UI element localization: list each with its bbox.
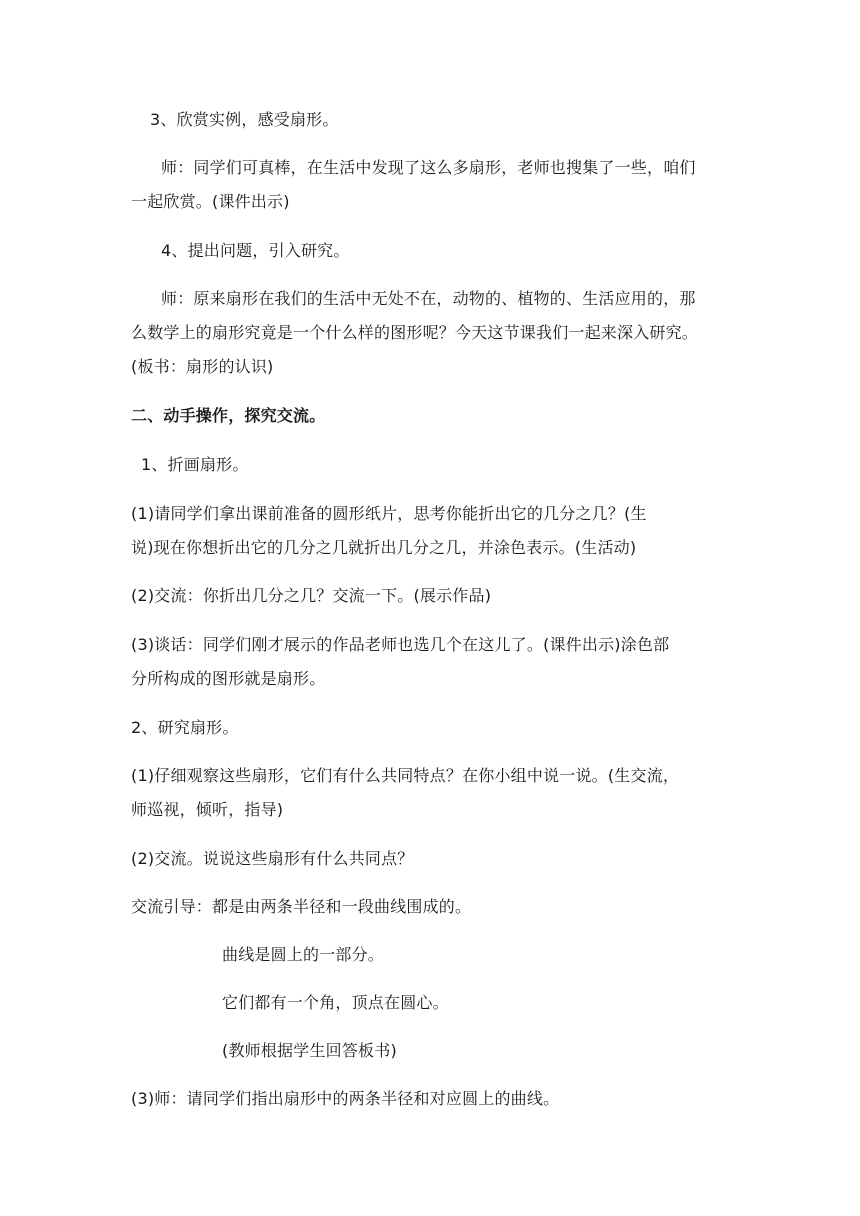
- sub1-title: 1、折画扇形。: [141, 455, 249, 474]
- sub1-item1-line: (1)请同学们拿出课前准备的圆形纸片，思考你能折出它的几分之几？(生: [131, 504, 647, 523]
- section-heading: 二、动手操作，探究交流。: [131, 406, 326, 425]
- step4-paragraph-line: 师：原来扇形在我们的生活中无处不在，动物的、植物的、生活应用的，那: [161, 289, 696, 308]
- step3-paragraph-line: 一起欣赏。(课件出示): [131, 192, 290, 211]
- sub1-item3-line: 分所构成的图形就是扇形。: [131, 669, 326, 688]
- sub2-item3: (3)师：请同学们指出扇形中的两条半径和对应圆上的曲线。: [131, 1089, 560, 1108]
- sub2-item1-line: 师巡视，倾听，指导): [131, 800, 284, 819]
- guide-line: 它们都有一个角，顶点在圆心。: [222, 993, 449, 1012]
- step3-paragraph-line: 师：同学们可真棒，在生活中发现了这么多扇形，老师也搜集了一些，咱们: [161, 158, 696, 177]
- guide-line: 交流引导：都是由两条半径和一段曲线围成的。: [131, 897, 472, 916]
- sub2-title: 2、研究扇形。: [131, 718, 239, 737]
- step4-paragraph-line: (板书：扇形的认识): [131, 357, 274, 376]
- sub1-item3-line: (3)谈话：同学们刚才展示的作品老师也选几个在这儿了。(课件出示)涂色部: [131, 635, 670, 654]
- step4-title: 4、提出问题，引入研究。: [161, 241, 350, 260]
- step4-paragraph-line: 么数学上的扇形究竟是一个什么样的图形呢？今天这节课我们一起来深入研究。: [131, 323, 699, 342]
- guide-line: 曲线是圆上的一部分。: [222, 945, 385, 964]
- sub2-item2: (2)交流。说说这些扇形有什么共同点？: [131, 849, 414, 868]
- sub1-item2: (2)交流：你折出几分之几？交流一下。(展示作品): [131, 586, 492, 605]
- sub2-item1-line: (1)仔细观察这些扇形，它们有什么共同特点？在你小组中说一说。(生交流，: [131, 766, 680, 785]
- guide-line: (教师根据学生回答板书): [222, 1041, 397, 1060]
- sub1-item1-line: 说)现在你想折出它的几分之几就折出几分之几，并涂色表示。(生活动): [131, 538, 637, 557]
- step3-title: 3、欣赏实例，感受扇形。: [150, 110, 339, 129]
